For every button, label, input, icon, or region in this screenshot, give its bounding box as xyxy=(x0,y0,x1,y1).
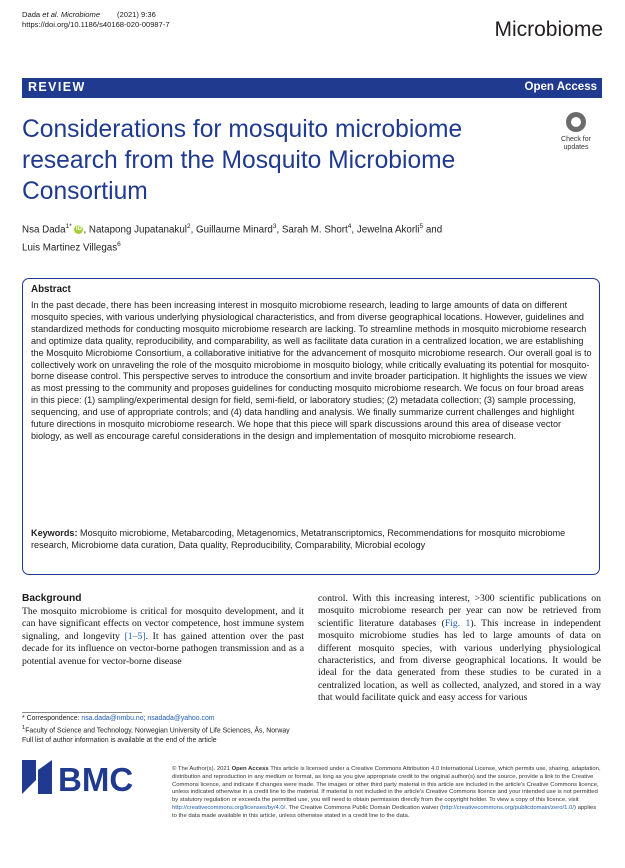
figure-link[interactable]: Fig. 1 xyxy=(444,617,471,629)
affiliation: Faculty of Science and Technology, Norwegian University of Life Sciences, Ås, Norway xyxy=(25,727,290,735)
keywords-list: Mosquito microbiome, Metabarcoding, Metagenomics, Metatranscriptomics, Recommendations for mosquito microbiome research, Microbiome data curation, Data quality, Reproducibility, Comparability, Microbial ecology xyxy=(31,528,566,550)
footnotes: * Correspondence: nsa.dada@nmbu.no; nsadada@yahoo.com $^1$Faculty of Science and Technology, Norwegian University of Life Sciences, Ås, Norway Full list of author information is available at the end of the article xyxy=(22,714,302,746)
section-heading-background: Background xyxy=(22,593,82,604)
abstract-text: In the past decade, there has been increasing interest in mosquito microbiome research, leading to large amounts of data on different mosquito species, with various underlying physiological characteristics, and from diverse geographical locations. However, guidelines and standardized methods for conducting mosquito microbiome research are lacking. To streamline methods in mosquito microbiome research and optimize data quality, reproducibility, and comparability, as well as facilitate data curation in a centralized location, we are establishing the Mosquito Microbiome Consortium, a collaborative initiative for the advancement of mosquito microbiome research. Our overall goal is to collectively work on unraveling the role of the mosquito microbiome in mosquito biology, while critically evaluating its potential for mosquito-borne disease control. This perspective serves to introduce the consortium and invite broader participation. It highlights the issues we view as most pressing to the community and proposes guidelines for conducting mosquito microbiome research. We focus on four broad areas in this piece: (1) sampling/experimental design for field, semi-field, or laboratory studies; (2) metadata collection; (3) sample processing, sequencing, and use of appropriate controls; and (4) data handling and analysis. We finally summarize current challenges and highlight future directions in mosquito microbiome research. We hope that this piece will spark discussions around this area of disease vector biology, as well as encourage careful considerations in the design and implementation of mosquito microbiome research. xyxy=(31,300,592,441)
email-link[interactable]: nsa.dada@nmbu.no xyxy=(81,715,144,722)
author-name[interactable]: , Guillaume Minard xyxy=(190,224,273,236)
footnote-divider xyxy=(22,712,142,713)
check-for-updates-button[interactable] xyxy=(548,110,604,158)
keywords-label: Keywords: xyxy=(31,528,78,538)
body-column-left: The mosquito microbiome is critical for mosquito development, and it can have significant effects on vector competence, host immune system signaling, and longevity [1–5]. It has gained attention over the past decade for its influence on vector-borne pathogen transmission and as a potential avenue for vector-borne disease xyxy=(22,606,304,667)
svg-text:BMC: BMC xyxy=(58,761,134,798)
journal-author: Dada xyxy=(22,10,43,19)
email-link[interactable]: nsadada@yahoo.com xyxy=(147,715,215,722)
article-title: Considerations for mosquito microbiome research from the Mosquito Microbiome Consortium xyxy=(22,116,463,205)
author-name[interactable]: , Jewelna Akorli xyxy=(351,224,420,236)
check-updates-icon xyxy=(566,112,586,132)
bmc-logo-icon xyxy=(22,760,152,800)
journal-citation xyxy=(22,10,170,30)
doi-link[interactable]: https://doi.org/10.1186/s40168-020-00987-7 xyxy=(22,20,170,29)
open-access-label: Open Access xyxy=(524,81,597,93)
body-column-right: control. With this increasing interest, >300 scientific publications on mosquito microbiome research per year can now be retrieved from scientific literature databases (Fig. 1). This increase in independent mosquito microbiome studies has led to large amounts of data on different mosquito species, with various underlying physiological characteristics, and from diverse geographical locations. It would be ideal for the data generated from these studies to be curated in a centralized location, as well as collected, analyzed, and stored in a way that would facilitate quick and easy access for various xyxy=(318,593,601,704)
author-name[interactable]: Nsa Dada xyxy=(22,224,66,236)
article-type-banner xyxy=(22,78,602,98)
public-domain-link[interactable]: http://creativecommons.org/publicdomain/zero/1.0/ xyxy=(442,804,574,811)
journal-brand: Microbiome xyxy=(494,18,603,41)
abstract-heading: Abstract xyxy=(31,284,71,295)
bmc-logo[interactable] xyxy=(22,760,152,800)
article-type-label: REVIEW xyxy=(28,80,86,94)
orcid-icon[interactable]: iD xyxy=(75,226,82,233)
citation-link[interactable]: [1–5] xyxy=(124,630,146,642)
author-name[interactable]: , Natapong Jupatanakul xyxy=(83,224,187,236)
check-updates-line2: updates xyxy=(563,144,589,151)
journal-name: et al. Microbiome xyxy=(42,10,101,19)
author-name[interactable]: Luis Martinez Villegas xyxy=(22,242,118,254)
license-link[interactable]: http://creativecommons.org/licenses/by/4.0/ xyxy=(172,804,286,811)
full-author-info-note: Full list of author information is available at the end of the article xyxy=(22,736,217,744)
check-updates-line1: Check for xyxy=(561,136,591,143)
journal-volume: (2021) 9:36 xyxy=(116,10,156,19)
keywords xyxy=(31,528,591,552)
author-list: Nsa Dada$^{1*}$ iD , Natapong Jupatanakul$^2$, Guillaume Minard$^3$, Sarah M. Short$^4$, Jewelna Akorli$^5$ and Luis Martinez Villegas$^6$ xyxy=(22,223,443,254)
author-name[interactable]: , Sarah M. Short xyxy=(276,224,348,236)
license-statement: © The Author(s). 2021 Open Access This article is licensed under a Creative Commons Attribution 4.0 International License, which permits use, sharing, adaptation, distribution and reproduction in any medium or format, as long as you give appropriate credit to the original author(s) and the source, provide a link to the Creative Commons licence, and indicate if changes were made. The images or other third party material in this article are included in the article's Creative Commons licence, unless indicated otherwise in a credit line to the material. If material is not included in the article's Creative Commons licence and your intended use is not permitted by statutory regulation or exceeds the permitted use, you will need to obtain permission directly from the copyright holder. To view a copy of this licence, visit http://creativecommons.org/licenses/by/4.0/. The Creative Commons Public Domain Dedication waiver (http://creativecommons.org/publicdomain/zero/1.0/) applies to the data made available in this article, unless otherwise stated in a credit line to the data. xyxy=(172,766,601,819)
